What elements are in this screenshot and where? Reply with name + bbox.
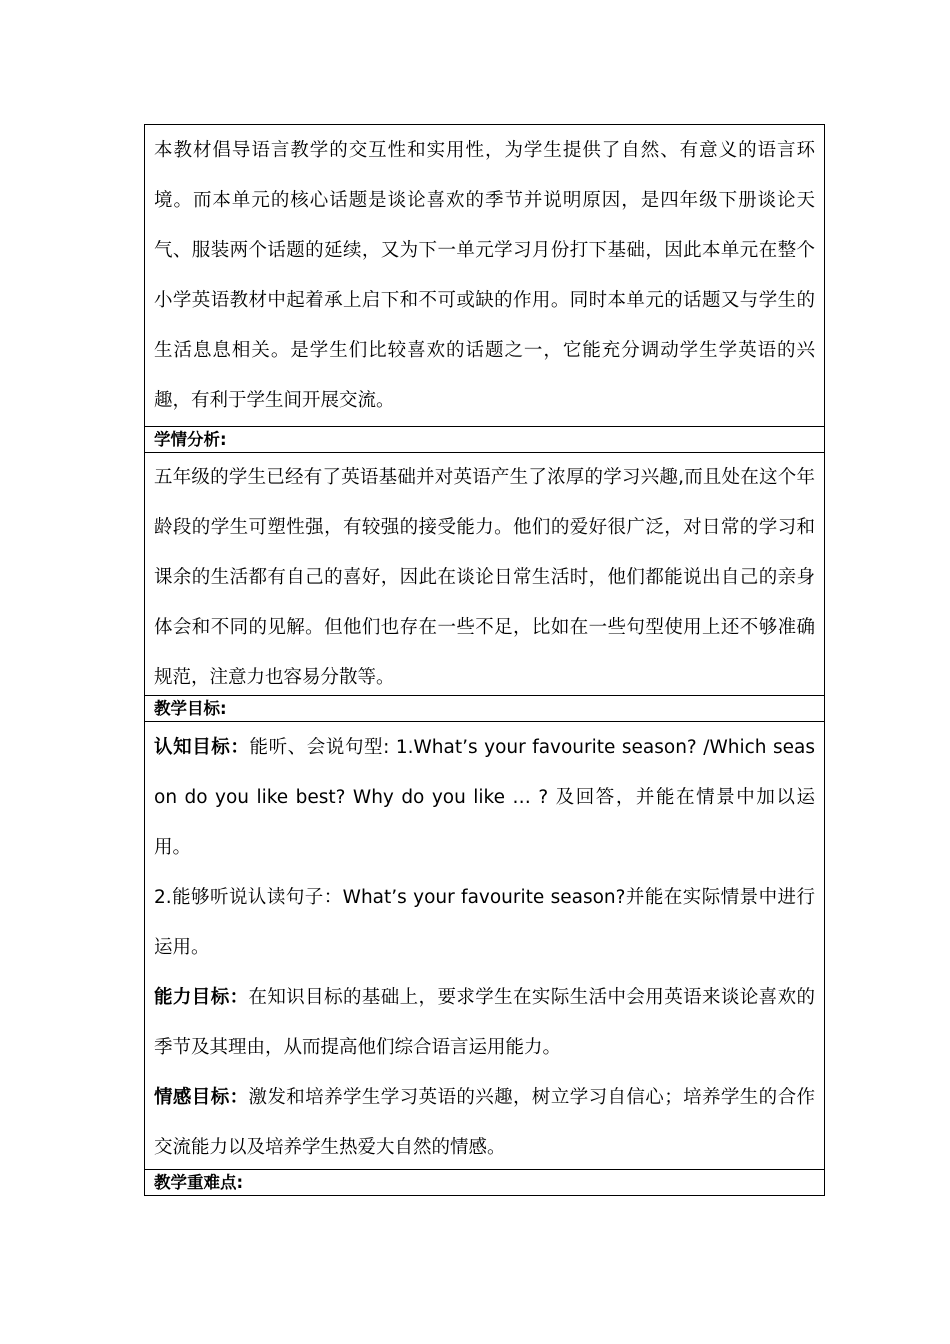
lesson-plan-table	[144, 124, 825, 1196]
ability-objective-label: 能力目标：	[154, 987, 249, 1008]
student-analysis-heading-cell	[145, 426, 824, 452]
textbook-analysis-cell	[145, 125, 824, 426]
emotion-objective-label: 情感目标：	[154, 1087, 249, 1108]
cognitive-objective-label: 认知目标：	[154, 737, 250, 758]
cognitive-objective	[154, 723, 815, 873]
student-analysis-cell	[145, 452, 824, 695]
textbook-analysis-paragraph: 本教材倡导语言教学的交互性和实用性，为学生提供了自然、有意义的语言环境。而本单元的核心话题是谈论喜欢的季节并说明原因，是四年级下册谈论天气、服装两个话题的延续，又为下一单元学习月份打下基础，因此本单元在整个小学英语教材中起着承上启下和不可或缺的作用。同时本单元的话题又与学生的生活息息相关。是学生们比较喜欢的话题之一，它能充分调动学生学英语的兴趣，有利于学生间开展交流。	[154, 140, 815, 411]
emotion-objective-text: 激发和培养学生学习英语的兴趣，树立学习自信心；培养学生的合作交流能力以及培养学生热爱大自然的情感。	[154, 1087, 815, 1158]
emotion-objective	[154, 1073, 815, 1173]
ability-objective	[154, 973, 815, 1073]
student-analysis-paragraph: 五年级的学生已经有了英语基础并对英语产生了浓厚的学习兴趣,而且处在这个年龄段的学生可塑性强，有较强的接受能力。他们的爱好很广泛，对日常的学习和课余的生活都有自己的喜好，因此在谈论日常生活时，他们都能说出自己的亲身体会和不同的见解。但他们也存在一些不足，比如在一些句型使用上还不够准确规范，注意力也容易分散等。	[154, 467, 815, 688]
objectives-cell	[145, 721, 824, 1169]
student-analysis-heading: 学情分析:	[154, 430, 227, 449]
ability-objective-text: 在知识目标的基础上，要求学生在实际生活中会用英语来谈论喜欢的季节及其理由，从而提高他们综合语言运用能力。	[154, 987, 815, 1058]
objectives-heading: 教学目标:	[154, 699, 227, 718]
key-points-heading: 教学重难点:	[154, 1173, 244, 1192]
cognitive-objective-text: 能听、会说句型: 1.What’s your favourite season? /Which season do you like best? Why do you like … ? 及回答，并能在情景中加以运用。	[154, 737, 815, 858]
cognitive-objective-item-2: 2.能够听说认读句子：What’s your favourite season?并能在实际情景中进行运用。	[154, 887, 815, 958]
